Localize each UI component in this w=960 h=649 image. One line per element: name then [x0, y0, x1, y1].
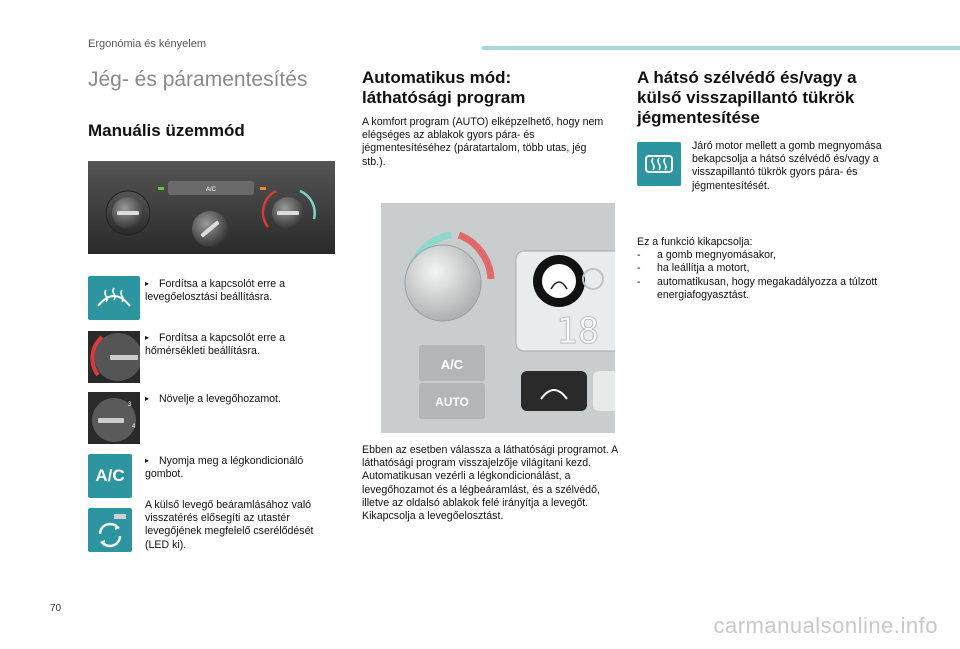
step-4-text: Nyomja meg a légkondicionáló gombot.	[145, 455, 304, 481]
step-2-text: Fordítsa a kapcsolót erre a hőmérsékleti beállításra.	[145, 332, 286, 358]
step-1-text: Fordítsa a kapcsolót erre a levegőelosztási beállításra.	[145, 278, 286, 304]
off-conditions	[637, 236, 887, 302]
off-item-3-text: automatikusan, hogy megakadályozza a túlzott energiafogyasztást.	[657, 275, 878, 301]
auto-mode-heading-line1: Automatikus mód:	[362, 68, 512, 87]
knob-number-4: 4	[132, 424, 136, 430]
auto-panel-illustration	[381, 203, 615, 433]
step-1: ▸ Fordítsa a kapcsolót erre a levegőelosztási beállításra.	[145, 278, 286, 304]
off-item-3: - automatikusan, hogy megakadályozza a túlzott energiafogyasztást.	[637, 275, 878, 301]
auto-mode-heading	[362, 68, 525, 108]
control-panel-illustration	[88, 161, 335, 254]
auto-after-2: Automatikusan vezérli a légkondicionálást, a levegőhozamot és a légbeáramlást, és a szélvédő, illetve az oldalsó ablakok felé irányítja a levegőt.	[362, 470, 600, 509]
fan-knob-icon	[88, 392, 140, 444]
auto-panel-photo	[381, 203, 615, 433]
watermark: carmanualsonline.info	[713, 613, 938, 638]
off-item-2: - ha leállítja a motort,	[637, 262, 750, 275]
manual-mode-heading: Manuális üzemmód	[88, 121, 245, 140]
control-panel-photo	[88, 161, 335, 254]
auto-display-digits: 18	[556, 311, 600, 352]
step-2: ▸ Fordítsa a kapcsolót erre a hőmérsékleti beállításra.	[145, 332, 286, 358]
header-bar	[482, 46, 960, 50]
step-3: ▸ Növelje a levegőhozamot.	[145, 393, 281, 405]
rear-defrost-intro: Járó motor mellett a gomb megnyomása bekapcsolja a hátsó szélvédő és/vagy a visszapillantó tükrök gyors pára- és jégmentesítését.	[692, 140, 882, 192]
rear-defrost-heading	[637, 68, 857, 128]
recirc-note: A külső levegő beáramlásához való visszatérés elősegíti az utastér levegőjének megfelelő cserélődését (LED ki).	[145, 499, 314, 551]
section-header: Ergonómia és kényelem	[88, 38, 207, 50]
auto-panel-auto-label: AUTO	[435, 395, 469, 409]
ac-icon	[88, 454, 132, 498]
off-item-1: - a gomb megnyomásakor,	[637, 249, 776, 262]
page-title: Jég- és páramentesítés	[88, 68, 308, 91]
auto-mode-after	[362, 444, 618, 523]
temperature-knob-icon	[88, 331, 140, 383]
off-item-2-text: ha leállítja a motort,	[657, 262, 750, 275]
rear-defrost-heading-line1: A hátsó szélvédő és/vagy a	[637, 68, 857, 87]
page-number: 70	[50, 603, 62, 614]
auto-mode-heading-line2: láthatósági program	[362, 88, 526, 107]
rear-window-defrost-icon	[637, 142, 681, 186]
step-4: ▸ Nyomja meg a légkondicionáló gombot.	[145, 455, 304, 481]
step-3-text: Növelje a levegőhozamot.	[159, 393, 281, 405]
off-title: Ez a funkció kikapcsolja:	[637, 236, 753, 248]
knob-number-3: 3	[128, 402, 132, 408]
panel-ac-label: A/C	[205, 187, 217, 193]
auto-after-3: Kikapcsolja a levegőelosztást.	[362, 510, 504, 523]
auto-after-1: Ebben az esetben válassza a láthatósági programot. A láthatósági program visszajelzője világítani kezd.	[362, 444, 618, 470]
rear-defrost-heading-line2: külső visszapillantó tükrök	[637, 88, 855, 107]
auto-panel-ac-label: A/C	[440, 357, 464, 372]
rear-defrost-heading-line3: jégmentesítése	[637, 108, 760, 127]
auto-mode-intro: A komfort program (AUTO) elképzelhető, hogy nem elégséges az ablakok gyors pára- és jégmentesítéséhez (páratartalom, több utas, jég stb.).	[362, 116, 604, 168]
off-item-1-text: a gomb megnyomásakor,	[657, 249, 776, 262]
ac-icon-label: A/C	[95, 466, 125, 485]
windscreen-demist-icon	[88, 276, 140, 320]
recirculation-icon	[88, 508, 132, 552]
